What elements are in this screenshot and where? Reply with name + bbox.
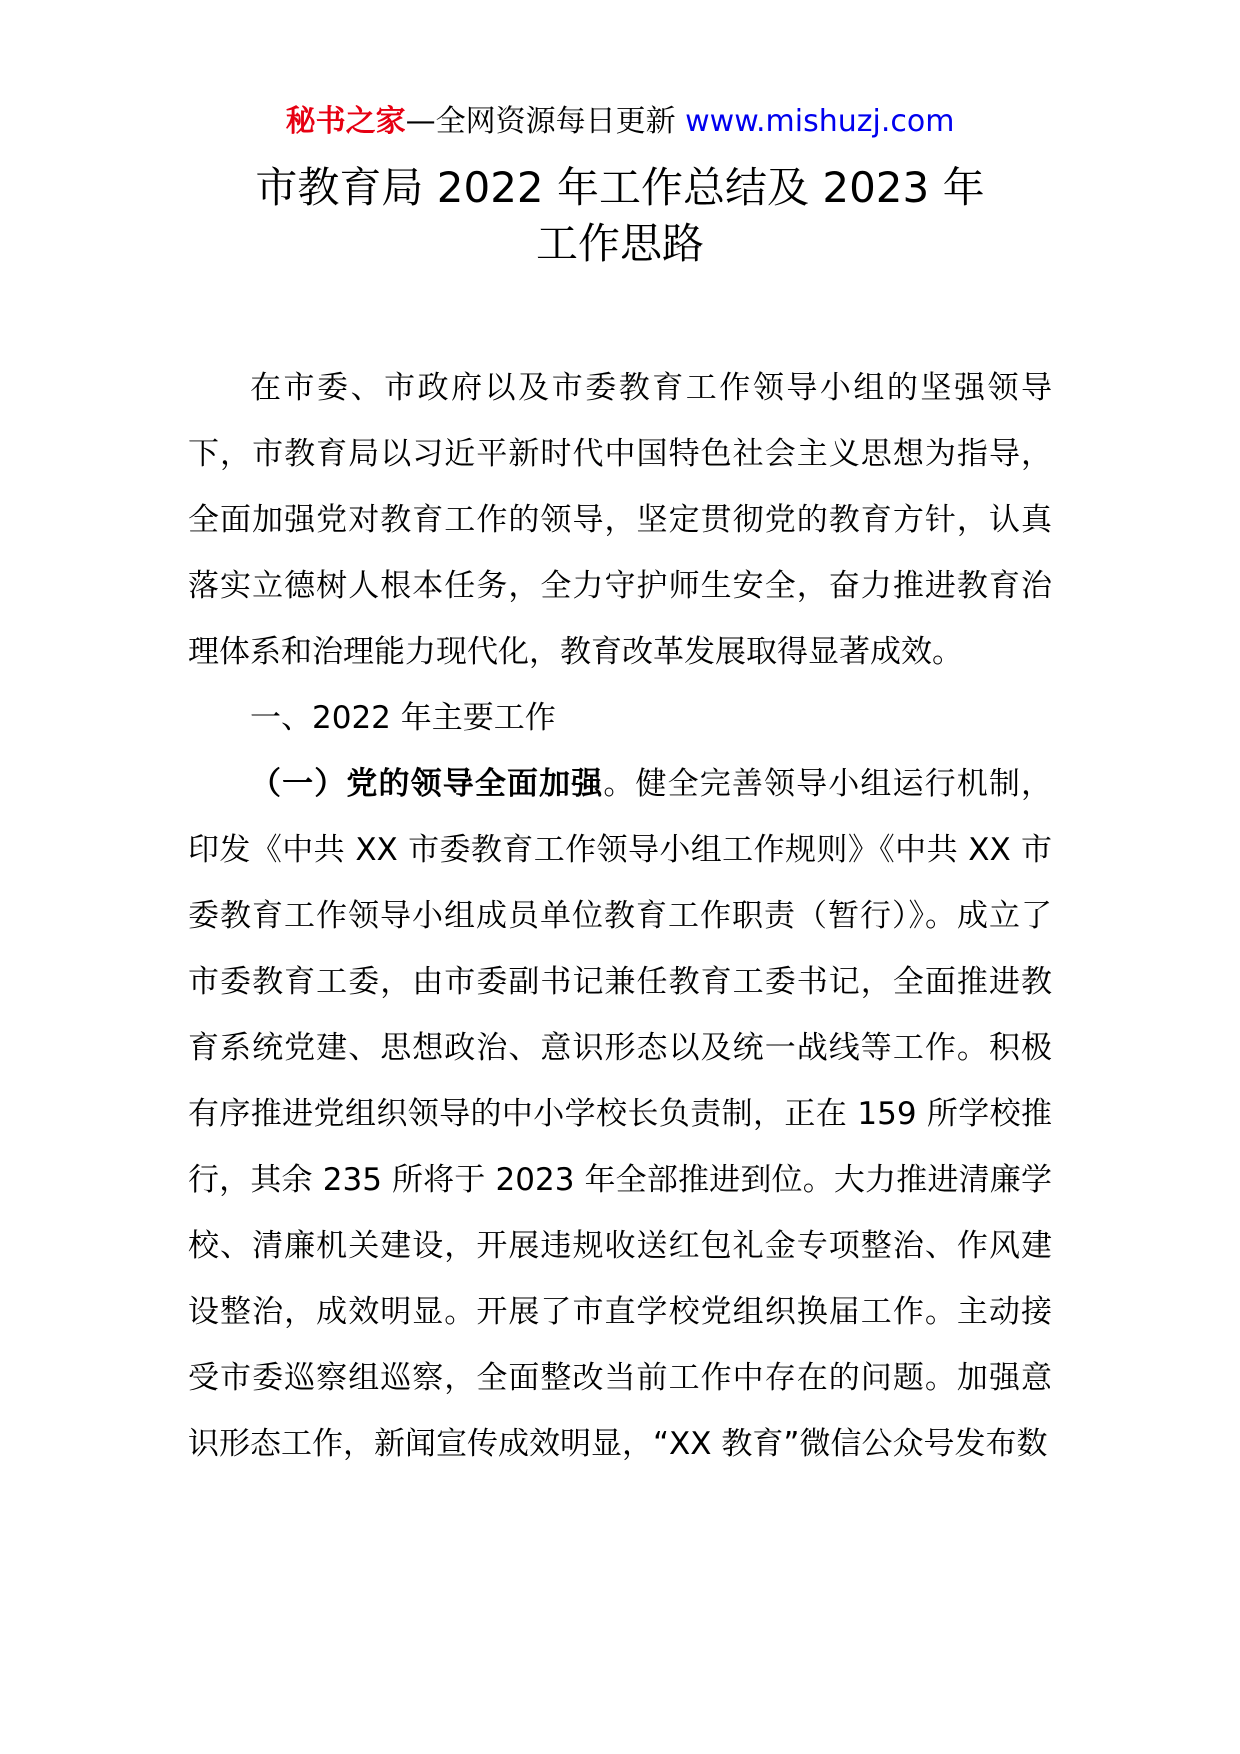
intro-paragraph: 在市委、市政府以及市委教育工作领导小组的坚强领导下，市教育局以习近平新时代中国特色社会主义思想为指导，全面加强党对教育工作的领导，坚定贯彻党的教育方针，认真落实立德树人根本任务，全力守护师生安全，奋力推进教育治理体系和治理能力现代化，教育改革发展取得显著成效。 (188, 370, 1052, 670)
subsection-heading-1: （一）党的领导全面加强 (250, 766, 604, 802)
header-tagline: —全网资源每日更新 (405, 104, 686, 139)
document-title (0, 160, 1240, 272)
document-body (188, 355, 1052, 1477)
title-line-1: 市教育局 2022 年工作总结及 2023 年 (255, 163, 985, 212)
site-header (0, 100, 1240, 144)
section-heading-1: 一、2022 年主要工作 (250, 700, 556, 736)
brand-name: 秘书之家 (285, 104, 406, 139)
subsection-paragraph-1 (188, 751, 1052, 1477)
title-line-2: 工作思路 (535, 219, 704, 268)
site-url-link[interactable]: www.mishuzj.com (685, 104, 955, 139)
subsection-text-1: 。健全完善领导小组运行机制，印发《中共 XX 市委教育工作领导小组工作规则》《中共 XX 市委教育工作领导小组成员单位教育工作职责（暂行）》。成立了市委教育工委，由市委副书记兼任教育工委书记，全面推进教育系统党建、思想政治、意识形态以及统一战线等工作。积极有序推进党组织领导的中小学校长负责制，正在 159 所学校推行，其余 235 所将于 2023 年全部推进到位。大力推进清廉学校、清廉机关建设，开展违规收送红包礼金专项整治、作风建设整治，成效明显。开展了市直学校党组织换届工作。主动接受市委巡察组巡察，全面整改当前工作中存在的问题。加强意识形态工作，新闻宣传成效明显，“XX 教育”微信公众号发布数 (188, 766, 1052, 1462)
